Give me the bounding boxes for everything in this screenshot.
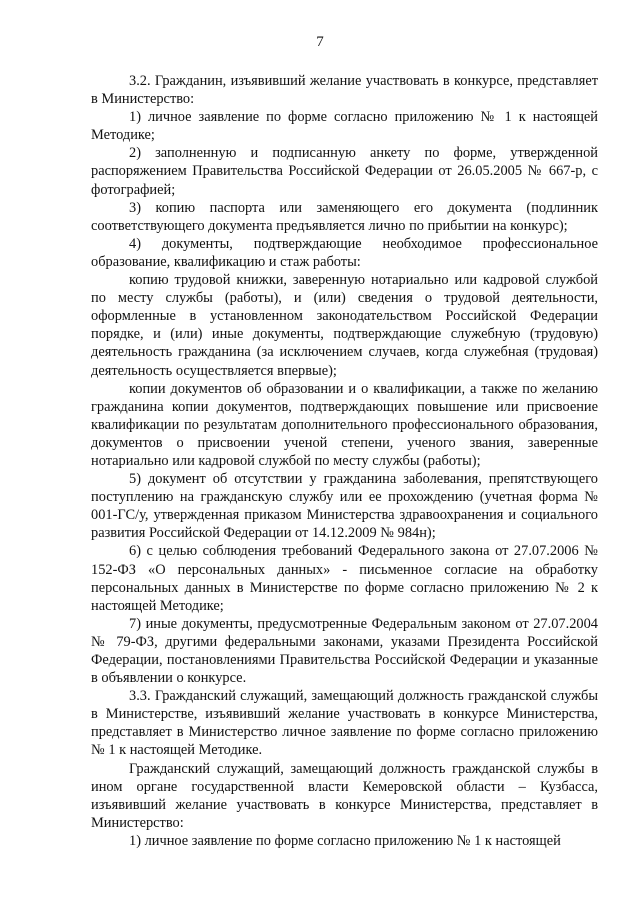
sub-item-education-docs: копии документов об образовании и о квалификации, а также по желанию гражданина копии документов, подтверждающих повышение или присвоение квалификации по результатам дополнительного профессионального образования, документов о присвоении ученой степени, ученого звания, заверенные нотариально или кадровой службой по месту службы (работы);	[91, 380, 598, 469]
list-item-1: 1) личное заявление по форме согласно приложению № 1 к настоящей Методике;	[91, 109, 598, 144]
page-number: 7	[316, 34, 324, 50]
list-item-2: 2) заполненную и подписанную анкету по форме, утвержденной распоряжением Правительства Российской Федерации от 26.05.2005 № 667-р, с фотографией;	[91, 145, 598, 198]
sub-item-work-record: копию трудовой книжки, заверенную нотариально или кадровой службой по месту службы (работы), и (или) сведения о трудовой деятельности, оформленные в установленном законодательством Российской Федерации порядке, и (или) иные документы, подтверждающие служебную (трудовую) деятельность гражданина (за исключением случаев, когда служебная (трудовая) деятельность осуществляется впервые);	[91, 272, 598, 379]
list-item-5: 5) документ об отсутствии у гражданина заболевания, препятствующего поступлению на гражданскую службу или ее прохождению (учетная форма № 001-ГС/у, утвержденная приказом Министерства здравоохранения и социального развития Российской Федерации от 14.12.2009 № 984н);	[91, 471, 598, 542]
list-item-4: 4) документы, подтверждающие необходимое профессиональное образование, квалификацию и стаж работы:	[91, 235, 598, 270]
paragraph-3-2: 3.2. Гражданин, изъявивший желание участвовать в конкурсе, представляет в Министерство:	[91, 73, 598, 108]
list-item-6: 6) с целью соблюдения требований Федерального закона от 27.07.2006 № 152-ФЗ «О персональных данных» - письменное согласие на обработку персональных данных в Министерстве по форме согласно приложению № 2 к настоящей Методике;	[91, 543, 598, 614]
list-item-7: 7) иные документы, предусмотренные Федеральным законом от 27.07.2004 № 79-ФЗ, другими федеральными законами, указами Президента Российской Федерации, постановлениями Правительства Российской Федерации и указанные в объявлении о конкурсе.	[91, 615, 598, 687]
document-body	[91, 72, 598, 850]
list-item-3: 3) копию паспорта или заменяющего его документа (подлинник соответствующего документа предъявляется лично по прибытии на конкурс);	[91, 199, 598, 234]
paragraph-3-3: 3.3. Гражданский служащий, замещающий должность гражданской службы в Министерстве, изъявивший желание участвовать в конкурсе Министерства, представляет в Министерство личное заявление по форме согласно приложению № 1 к настоящей Методике.	[91, 688, 598, 759]
paragraph-other-body-servant: Гражданский служащий, замещающий должность гражданской службы в ином органе государственной власти Кемеровской области – Кузбасса, изъявивший желание участвовать в конкурсе Министерства, представляет в Министерство:	[91, 760, 598, 831]
list-item-1-continued: 1) личное заявление по форме согласно приложению № 1 к настоящей	[129, 832, 561, 849]
